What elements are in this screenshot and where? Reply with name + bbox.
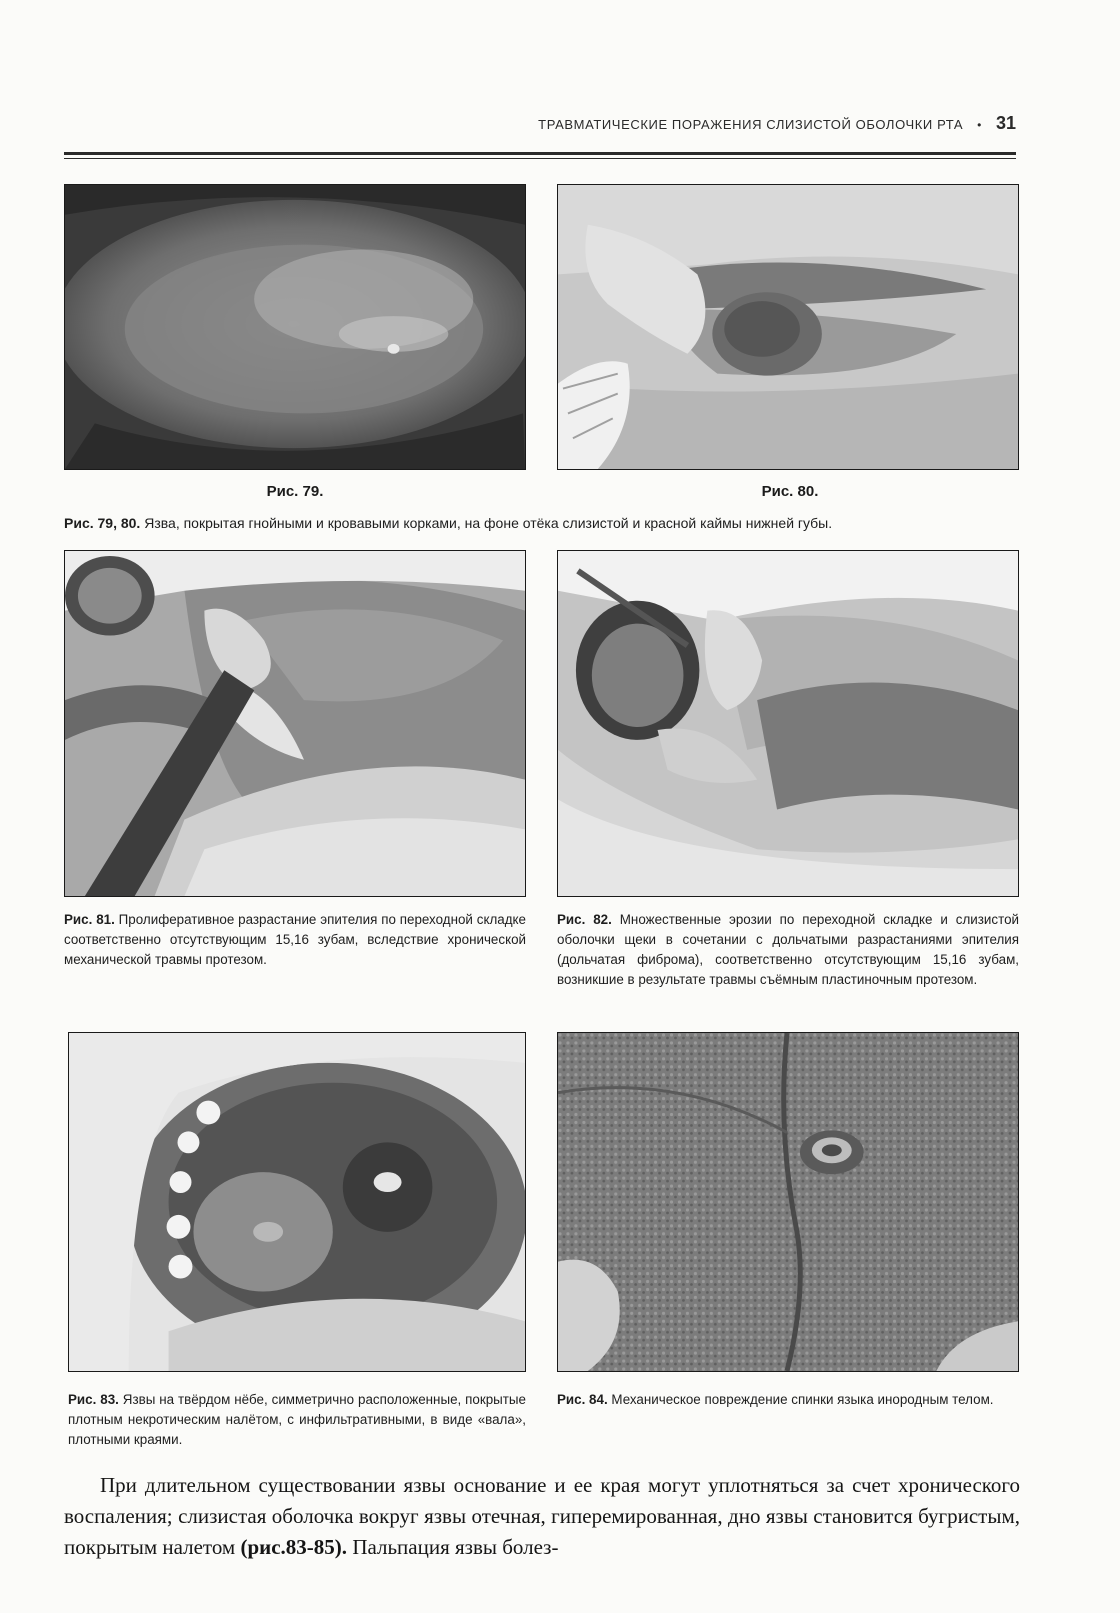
figure-82-photo — [557, 550, 1019, 897]
page-number: 31 — [995, 113, 1016, 133]
figure-83-caption — [68, 1390, 526, 1450]
figure-80-label: Рис. 80. — [761, 483, 819, 500]
figure-79-80-caption — [64, 514, 1024, 532]
figure-80-photo — [557, 184, 1019, 470]
header-rule-thick — [64, 152, 1016, 155]
body-paragraph — [64, 1470, 1020, 1563]
figure-84-caption-label: Рис. 84. — [557, 1392, 608, 1407]
figure-79-80-caption-label: Рис. 79, 80. — [64, 515, 141, 531]
figure-79-photo — [64, 184, 526, 470]
figure-81-caption — [64, 910, 526, 970]
header-rule-thin — [64, 158, 1016, 159]
header-separator: • — [977, 118, 982, 132]
body-text-continuation: Пальпация язвы болез- — [347, 1535, 559, 1559]
figure-81-caption-label: Рис. 81. — [64, 912, 115, 927]
figure-83-photo — [68, 1032, 526, 1372]
figure-82-caption-text: Множественные эрозии по переходной складке и слизистой оболочки щеки в сочетании с дольчатыми разрастаниями эпителия (дольчатая фиброма), соответственно отсутствующим 15,16 зубам, возникшие в результате травмы съёмным пластиночным протезом. — [557, 912, 1019, 987]
figure-83-caption-text: Язвы на твёрдом нёбе, симметрично расположенные, покрытые плотным некротическим налётом, с инфильтративными, в виде «вала», плотными краями. — [68, 1392, 526, 1447]
figure-84-caption — [557, 1390, 1019, 1410]
figure-84-photo — [557, 1032, 1019, 1372]
figure-79-label: Рис. 79. — [266, 483, 324, 500]
figure-81-caption-text: Пролиферативное разрастание эпителия по переходной складке соответственно отсутствующим 15,16 зубам, вследствие хронической механической травмы протезом. — [64, 912, 526, 967]
figure-83-caption-label: Рис. 83. — [68, 1392, 119, 1407]
figure-82-caption — [557, 910, 1019, 990]
running-header — [64, 113, 1016, 134]
figure-82-caption-label: Рис. 82. — [557, 912, 612, 927]
figure-84-caption-text: Механическое повреждение спинки языка инородным телом. — [607, 1392, 994, 1407]
figure-reference: (рис.83-85). — [240, 1535, 348, 1559]
figure-79-80-caption-text: Язва, покрытая гнойными и кровавыми корками, на фоне отёка слизистой и красной каймы нижней губы. — [140, 515, 833, 531]
figure-81-photo — [64, 550, 526, 897]
body-text-main: При длительном существовании язвы основание и ее края могут уплотняться за счет хронического воспаления; слизистая оболочка вокруг язвы отечная, гиперемированная, дно язвы становится бугристым, покрытым налетом — [64, 1473, 1020, 1559]
running-title: ТРАВМАТИЧЕСКИЕ ПОРАЖЕНИЯ СЛИЗИСТОЙ ОБОЛОЧКИ РТА — [538, 117, 964, 132]
